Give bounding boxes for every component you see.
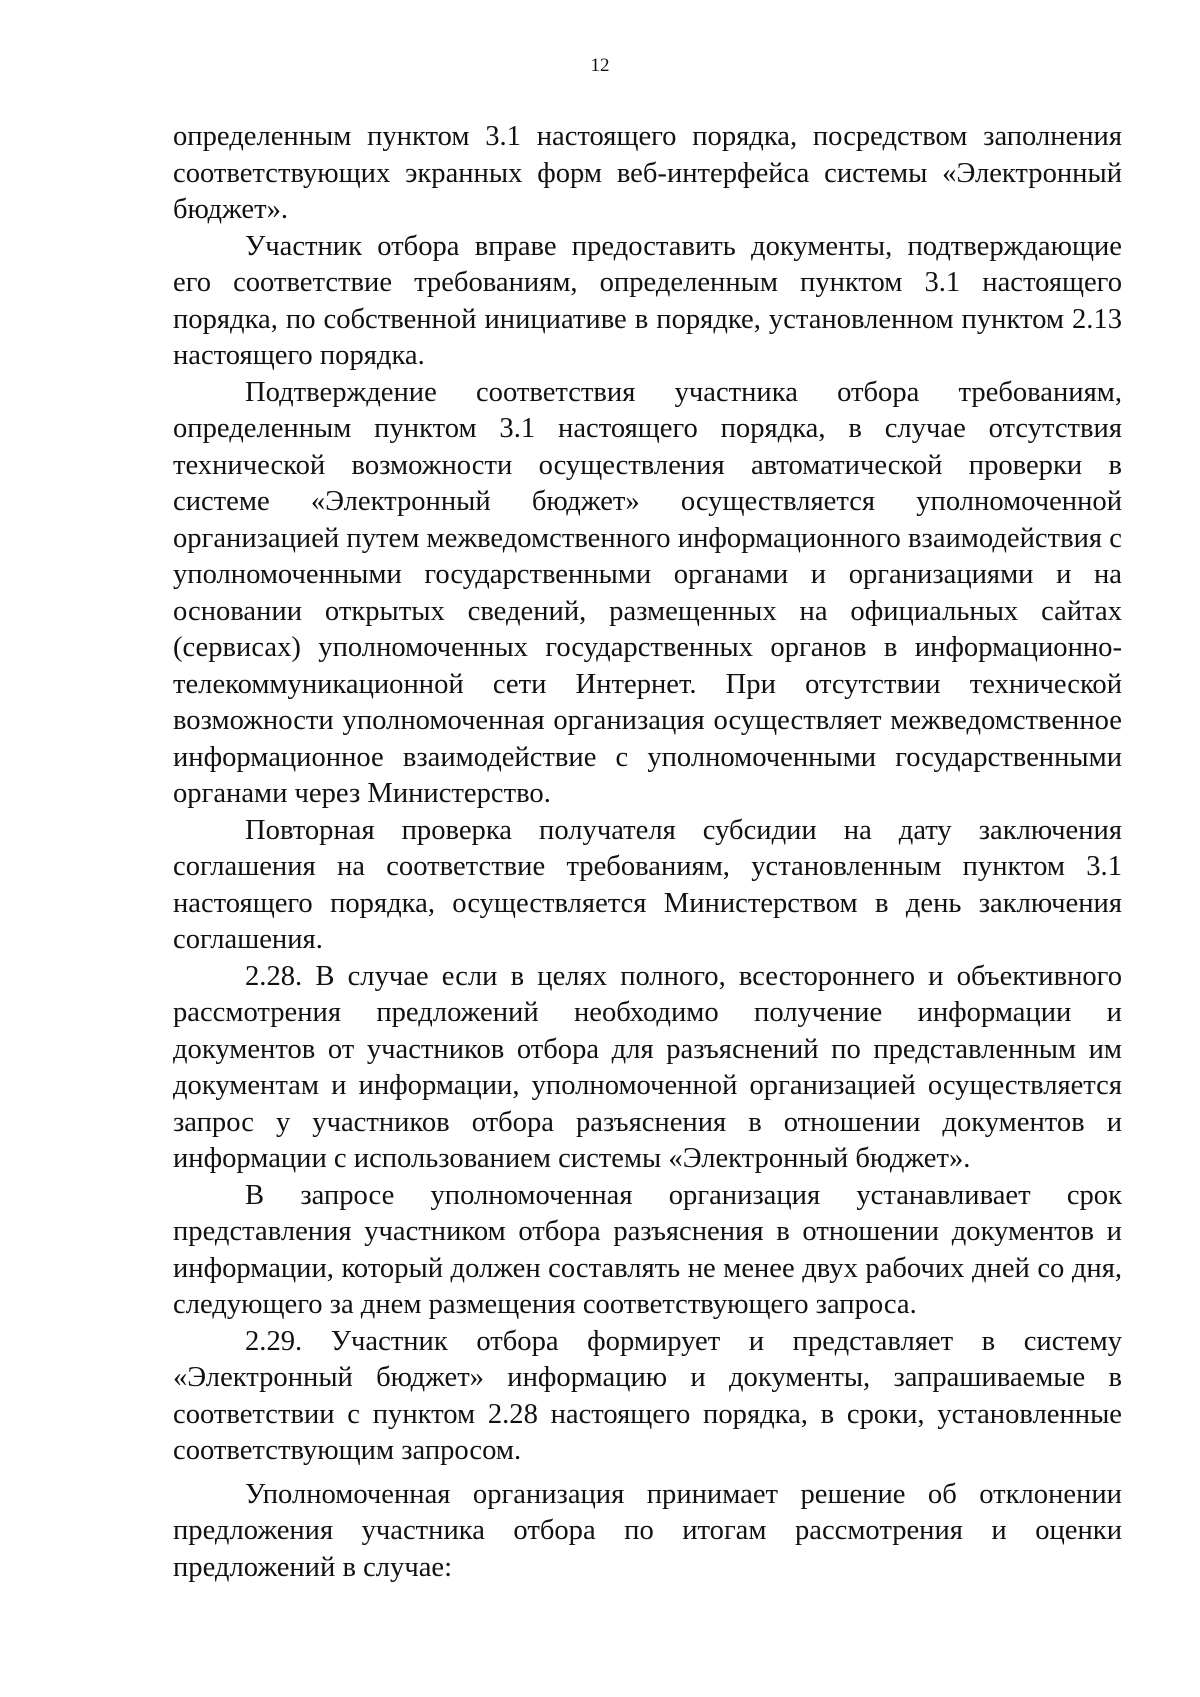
paragraph-2-29: 2.29. Участник отбора формирует и представляет в систему «Электронный бюджет» информацию и документы, запрашиваемые в соответствии с пунктом 2.28 настоящего порядка, в сроки, установленные соответствующим запросом. (173, 1325, 1122, 1466)
paragraph-continuation: определенным пунктом 3.1 настоящего порядка, посредством заполнения соответствующих экранных форм веб-интерфейса системы «Электронный бюджет». (173, 121, 1122, 225)
paragraph-2-28: 2.28. В случае если в целях полного, всестороннего и объективного рассмотрения предложений необходимо получение информации и документов от участников отбора для разъяснений по представленным им документам и информации, уполномоченной организацией осуществляется запрос у участников отбора разъяснения в отношении документов и информации с использованием системы «Электронный бюджет». (173, 960, 1122, 1174)
paragraph-rejection-decision: Уполномоченная организация принимает решение об отклонении предложения участника отбора по итогам рассмотрения и оценки предложений в случае: (173, 1478, 1122, 1583)
paragraph-compliance-confirmation: Подтверждение соответствия участника отбора требованиям, определенным пунктом 3.1 настоящего порядка, в случае отсутствия технической возможности осуществления автоматической проверки в системе «Электронный бюджет» осуществляется уполномоченной организацией путем межведомственного информационного взаимодействия с уполномоченными государственными органами и организациями и на основании открытых сведений, размещенных на официальных сайтах (сервисах) уполномоченных государственных органов в информационно-телекоммуникационной сети Интернет. При отсутствии технической возможности уполномоченная организация осуществляет межведомственное информационное взаимодействие с уполномоченными государственными органами через Министерство. (173, 376, 1122, 809)
document-body (173, 119, 1122, 1586)
paragraph-repeat-check: Повторная проверка получателя субсидии на дату заключения соглашения на соответствие требованиям, установленным пунктом 3.1 настоящего порядка, осуществляется Министерством в день заключения соглашения. (173, 814, 1122, 955)
page-number: 12 (590, 55, 610, 76)
paragraph-participant-documents: Участник отбора вправе предоставить документы, подтверждающие его соответствие требованиям, определенным пунктом 3.1 настоящего порядка, по собственной инициативе в порядке, установленном пунктом 2.13 настоящего порядка. (173, 230, 1122, 371)
paragraph-request-deadline: В запросе уполномоченная организация устанавливает срок представления участником отбора разъяснения в отношении документов и информации, который должен составлять не менее двух рабочих дней со дня, следующего за днем размещения соответствующего запроса. (173, 1179, 1122, 1320)
